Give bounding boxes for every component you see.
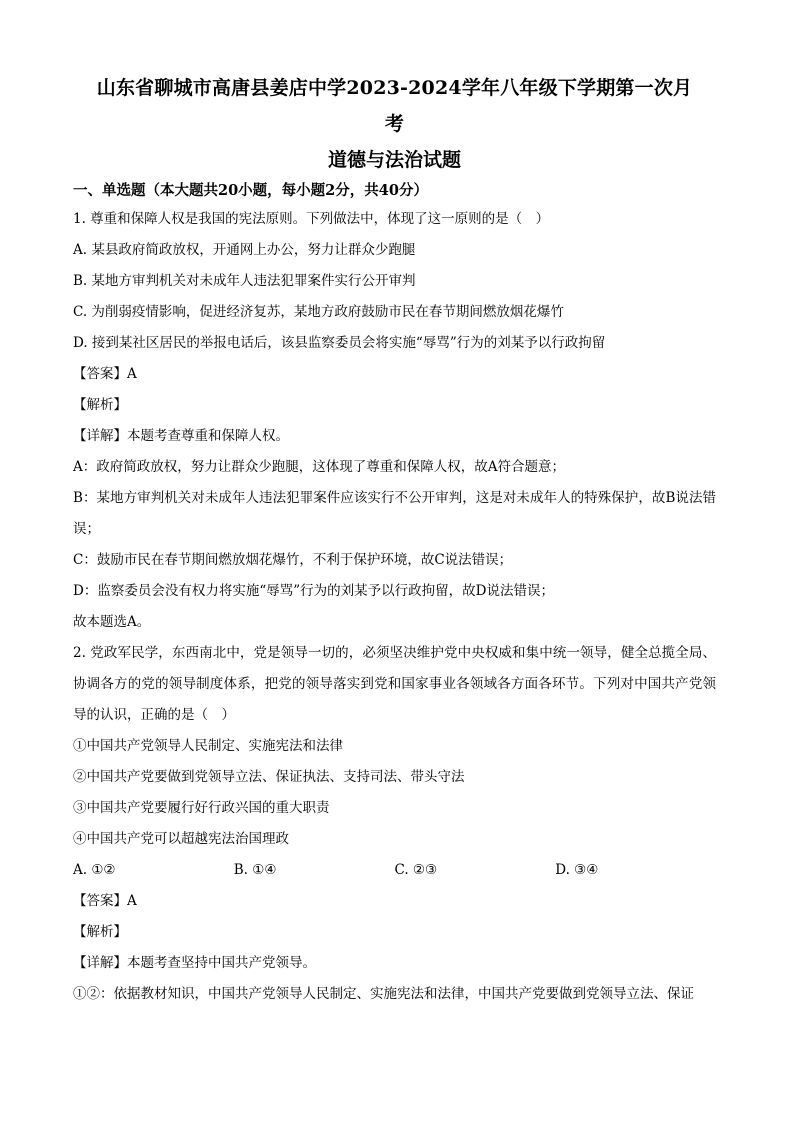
q1-explanation-c: C：鼓励市民在春节期间燃放烟花爆竹，不利于保护环境，故C说法错误； <box>73 552 513 568</box>
q2-options <box>73 855 716 886</box>
q1-detail: 【详解】本题考查尊重和保障人权。 <box>73 428 289 444</box>
q1-option-a: A. 某县政府简政放权，开通网上办公，努力让群众少跑腿 <box>73 242 416 258</box>
q2-statement-2: ②中国共产党要做到党领导立法、保证执法、支持司法、带头守法 <box>73 769 465 785</box>
q1-explanation-b: B：某地方审判机关对未成年人违法犯罪案件应该实行不公开审判，这是对未成年人的特殊保护，故B说法错误； <box>73 490 716 537</box>
document-subtitle: 道德与法治试题 <box>327 149 461 171</box>
q2-answer: 【答案】A <box>73 893 137 909</box>
q2-option-d: D. ③④ <box>555 862 599 878</box>
q1-conclusion: 故本题选A。 <box>73 614 151 630</box>
q1-option-b: B. 某地方审判机关对未成年人违法犯罪案件实行公开审判 <box>73 273 416 289</box>
q1-explanation-a: A：政府简政放权，努力让群众少跑腿，这体现了尊重和保障人权，故A符合题意； <box>73 459 565 475</box>
q1-option-c: C. 为削弱疫情影响，促进经济复苏，某地方政府鼓励市民在春节期间燃放烟花爆竹 <box>73 304 564 320</box>
section-heading: 一、单选题（本大题共20小题，每小题2分，共40分） <box>73 182 428 199</box>
q2-detail: 【详解】本题考查坚持中国共产党领导。 <box>73 955 316 971</box>
q1-answer: 【答案】A <box>73 366 137 382</box>
document-title: 山东省聊城市高唐县姜店中学2023-2024学年八年级下学期第一次月 <box>96 77 693 99</box>
q2-stem: 2. 党政军民学，东西南北中，党是领导一切的，必须坚决维护党中央权威和集中统一领导，健全总揽全局、协调各方的党的领导制度体系，把党的领导落实到党和国家事业各领域各方面各环节。下列对中国共产党领导的认识，正确的是（ ） <box>73 645 716 723</box>
q2-statement-1: ①中国共产党领导人民制定、实施宪法和法律 <box>73 738 343 754</box>
document-title-continued: 考 <box>384 113 405 135</box>
q2-analysis-label: 【解析】 <box>73 924 127 940</box>
q1-stem: 1. 尊重和保障人权是我国的宪法原则。下列做法中，体现了这一原则的是（ ） <box>73 211 550 227</box>
q2-option-a: A. ①② <box>73 862 116 878</box>
q2-statement-4: ④中国共产党可以超越宪法治国理政 <box>73 831 289 847</box>
q1-explanation-d: D：监察委员会没有权力将实施“辱骂”行为的刘某予以行政拘留，故D说法错误； <box>73 583 554 599</box>
q1-option-d: D. 接到某社区居民的举报电话后，该县监察委员会将实施“辱骂”行为的刘某予以行政拘留 <box>73 335 606 351</box>
q2-explanation-start: ①②：依据教材知识，中国共产党领导人民制定、实施宪法和法律，中国共产党要做到党领导立法、保证 <box>73 986 694 1002</box>
q2-statement-3: ③中国共产党要履行好行政兴国的重大职责 <box>73 800 330 816</box>
q1-analysis-label: 【解析】 <box>73 397 127 413</box>
q2-option-b: B. ①④ <box>233 862 277 878</box>
q2-option-c: C. ②③ <box>394 862 438 878</box>
